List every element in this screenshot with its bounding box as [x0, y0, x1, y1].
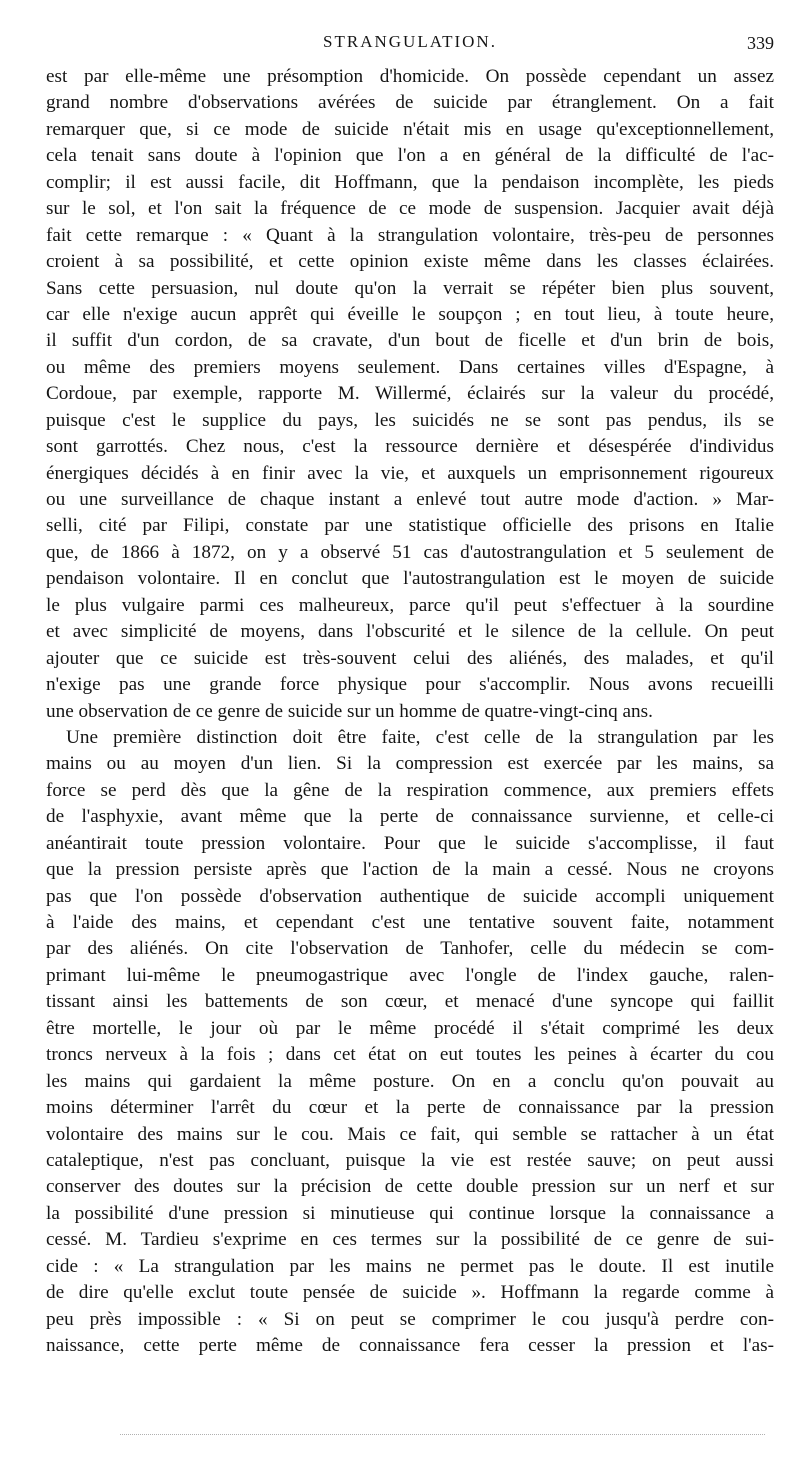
text-line: anéantirait toute pression volontaire. Pour que le suicide s'accomplisse, il faut [46, 832, 774, 854]
text-line: moins déterminer l'arrêt du cœur et la perte de connaissance par la pression [46, 1097, 774, 1119]
running-head [46, 30, 774, 54]
text-line: cataleptique, n'est pas concluant, puisque la vie est restée sauve; on peut aussi [46, 1149, 774, 1171]
text-line: pendaison volontaire. Il en conclut que l'autostrangulation est le moyen de suicide [46, 568, 774, 590]
text-line: volontaire des mains sur le cou. Mais ce fait, qui semble se rattacher à un état [46, 1123, 774, 1145]
text-line: force se perd dès que la gêne de la respiration commence, aux premiers effets [46, 779, 774, 801]
page-number: 339 [747, 33, 774, 53]
text-line: conserver des doutes sur la précision de cette double pression sur un nerf et sur [46, 1176, 774, 1198]
text-line: par des aliénés. On cite l'observation de Tanhofer, celle du médecin se com- [46, 938, 774, 960]
text-line: sont garrottés. Chez nous, c'est la ressource dernière et désespérée d'individus [46, 436, 774, 458]
text-line: à l'aide des mains, et cependant c'est une tentative souvent faite, notamment [46, 912, 774, 933]
text-line: il suffit d'un cordon, de sa cravate, d'un bout de ficelle et d'un brin de bois, [46, 330, 774, 352]
body-text [46, 64, 774, 1359]
text-line: ou une surveillance de chaque instant a enlevé tout autre mode d'action. » Mar- [46, 489, 774, 510]
text-line: sur le sol, et l'on sait la fréquence de ce mode de suspension. Jacquier avait déjà [46, 198, 774, 220]
text-line: naissance, cette perte même de connaissance fera cesser la pression et l'as- [46, 1335, 774, 1356]
text-line: croient à sa possibilité, et cette opinion existe même dans les classes éclairées. [46, 251, 774, 273]
text-line: Cordoue, par exemple, rapporte M. Willermé, éclairés sur la valeur du procédé, [46, 383, 774, 405]
text-line: et avec simplicité de moyens, dans l'obscurité et le silence de la cellule. On peut [46, 621, 774, 643]
text-line: n'exige pas une grande force physique pour s'accomplir. Nous avons recueilli [46, 674, 774, 696]
text-line: selli, cité par Filipi, constate par une statistique officielle des prisons en Italie [46, 515, 774, 537]
text-line: énergiques décidés à en finir avec la vie, et auxquels un emprisonnement rigoureux [46, 462, 774, 484]
text-line: pas que l'on possède d'observation authentique de suicide accompli uniquement [46, 885, 774, 907]
paragraph-end-line: une observation de ce genre de suicide sur un homme de quatre-vingt-cinq ans. [46, 700, 653, 722]
text-line: cide : « La strangulation par les mains ne permet pas le doute. Il est inutile [46, 1255, 774, 1277]
text-line: remarquer que, si ce mode de suicide n'était mis en usage qu'exceptionnellement, [46, 118, 774, 140]
text-line: primant lui-même le pneumogastrique avec l'ongle de l'index gauche, ralen- [46, 964, 774, 986]
text-line: cessé. M. Tardieu s'exprime en ces termes sur la possibilité de ce genre de sui- [46, 1229, 774, 1251]
text-line: grand nombre d'observations avérées de suicide par étranglement. On a fait [46, 92, 774, 114]
running-title: STRANGULATION. [323, 32, 497, 51]
text-line: peu près impossible : « Si on peut se comprimer le cou jusqu'à perdre con- [46, 1308, 774, 1330]
text-line: car elle n'exige aucun apprêt qui éveille le soupçon ; en tout lieu, à toute heure, [46, 303, 774, 325]
text-line: que la pression persiste après que l'action de la main a cessé. Nous ne croyons [46, 859, 774, 881]
bottom-rule [120, 1434, 765, 1435]
text-line: ou même des premiers moyens seulement. Dans certaines villes d'Espagne, à [46, 356, 774, 378]
text-line: les mains qui gardaient la même posture. On en a conclu qu'on pouvait au [46, 1070, 774, 1092]
text-line: tissant ainsi les battements de son cœur, et menacé d'une syncope qui faillit [46, 991, 774, 1013]
text-line: être mortelle, le jour où par le même procédé il s'était comprimé les deux [46, 1017, 774, 1039]
paragraph-start-line: Une première distinction doit être faite, c'est celle de la strangulation par les [66, 726, 774, 748]
text-line: cela tenait sans doute à l'opinion que l'on a en général de la difficulté de l'ac- [46, 145, 774, 167]
text-line: est par elle-même une présomption d'homicide. On possède cependant un assez [46, 66, 774, 87]
text-line: troncs nerveux à la fois ; dans cet état on eut toutes les peines à écarter du cou [46, 1044, 774, 1066]
text-line: fait cette remarque : « Quant à la strangulation volontaire, très-peu de personnes [46, 224, 774, 246]
text-line: complir; il est aussi facile, dit Hoffmann, que la pendaison incomplète, les pieds [46, 171, 774, 193]
text-line: de l'asphyxie, avant même que la perte de connaissance survienne, et celle-ci [46, 806, 774, 828]
text-line: que, de 1866 à 1872, on y a observé 51 cas d'autostrangulation et 5 seulement de [46, 541, 774, 563]
text-line: puisque c'est le supplice du pays, les suicidés ne se sont pas pendus, ils se [46, 409, 774, 431]
text-line: ajouter que ce suicide est très-souvent celui des aliénés, des malades, et qu'il [46, 647, 774, 669]
text-line: la possibilité d'une pression si minutieuse qui continue lorsque la connaissance a [46, 1202, 774, 1224]
text-line: le plus vulgaire parmi ces malheureux, parce qu'il peut s'effectuer à la sourdine [46, 594, 774, 616]
text-line: de dire qu'elle exclut toute pensée de suicide ». Hoffmann la regarde comme à [46, 1282, 774, 1304]
text-line: mains ou au moyen d'un lien. Si la compression est exercée par les mains, sa [46, 753, 774, 775]
text-line: Sans cette persuasion, nul doute qu'on la verrait se répéter bien plus souvent, [46, 277, 774, 299]
